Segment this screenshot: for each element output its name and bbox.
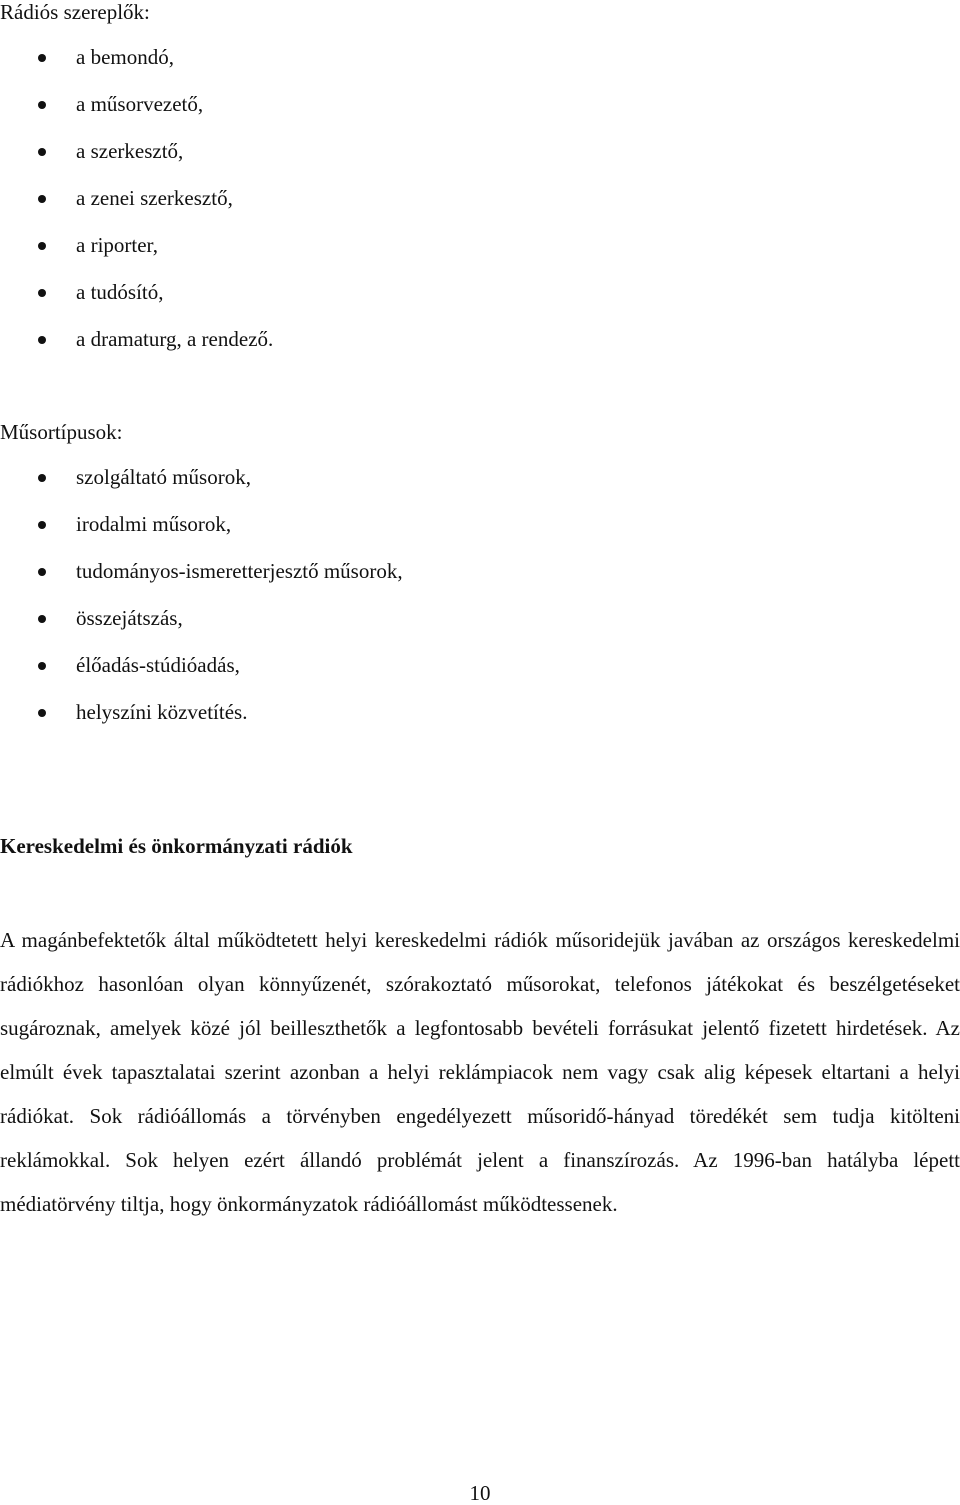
bullet-icon [38, 662, 46, 670]
section-heading: Kereskedelmi és önkormányzati rádiók [0, 834, 353, 858]
program-types-label: Műsortípusok: [0, 420, 123, 444]
bullet-icon [38, 289, 46, 297]
bullet-icon [38, 148, 46, 156]
bullet-icon [38, 568, 46, 576]
list-item-text: a zenei szerkesztő, [76, 186, 233, 210]
list-item-text: a dramaturg, a rendező. [76, 327, 274, 351]
list-item-text: összejátszás, [76, 606, 183, 630]
list-item-text: irodalmi műsorok, [76, 512, 232, 536]
list-item-text: helyszíni közvetítés. [76, 700, 248, 724]
list-item-text: a tudósító, [76, 280, 164, 304]
list-item-text: a műsorvezető, [76, 92, 204, 116]
bullet-icon [38, 709, 46, 717]
list-item-text: a riporter, [76, 233, 158, 257]
bullet-icon [38, 101, 46, 109]
list-item-text: szolgáltató műsorok, [76, 465, 251, 489]
bullet-icon [38, 336, 46, 344]
page-number: 10 [469, 1481, 491, 1505]
list-item-text: élőadás-stúdióadás, [76, 653, 240, 677]
radio-roles-label: Rádiós szereplők: [0, 0, 150, 24]
bullet-icon [38, 615, 46, 623]
bullet-icon [38, 54, 46, 62]
bullet-icon [38, 474, 46, 482]
bullet-icon [38, 195, 46, 203]
list-item-text: tudományos-ismeretterjesztő műsorok, [76, 559, 403, 583]
bullet-icon [38, 242, 46, 250]
list-item-text: a bemondó, [76, 45, 174, 69]
bullet-icon [38, 521, 46, 529]
list-item-text: a szerkesztő, [76, 139, 184, 163]
body-paragraph: A magánbefektetők által működtetett helyi kereskedelmi rádiók műsoridejük javában az országos kereskedelmi rádiókhoz hasonlóan olyan könnyűzenét, szórakoztató műsorokat, telefonos játékokat és beszélgetéseket sugároznak, amelyek közé jól beilleszthetők a legfontosabb bevételi forrásukat jelentő fizetett hirdetések. Az elmúlt évek tapasztalatai szerint azonban a helyi reklámpiacok nem vagy csak alig képesek eltartani a helyi rádiókat. Sok rádióállomás a törvényben engedélyezett műsoridő-hányad töredékét sem tudja kitölteni reklámokkal. Sok helyen ezért állandó problémát jelent a finanszírozás. Az 1996-ban hatályba lépett médiatörvény tiltja, hogy önkormányzatok rádióállomást működtessenek. [0, 928, 960, 1216]
